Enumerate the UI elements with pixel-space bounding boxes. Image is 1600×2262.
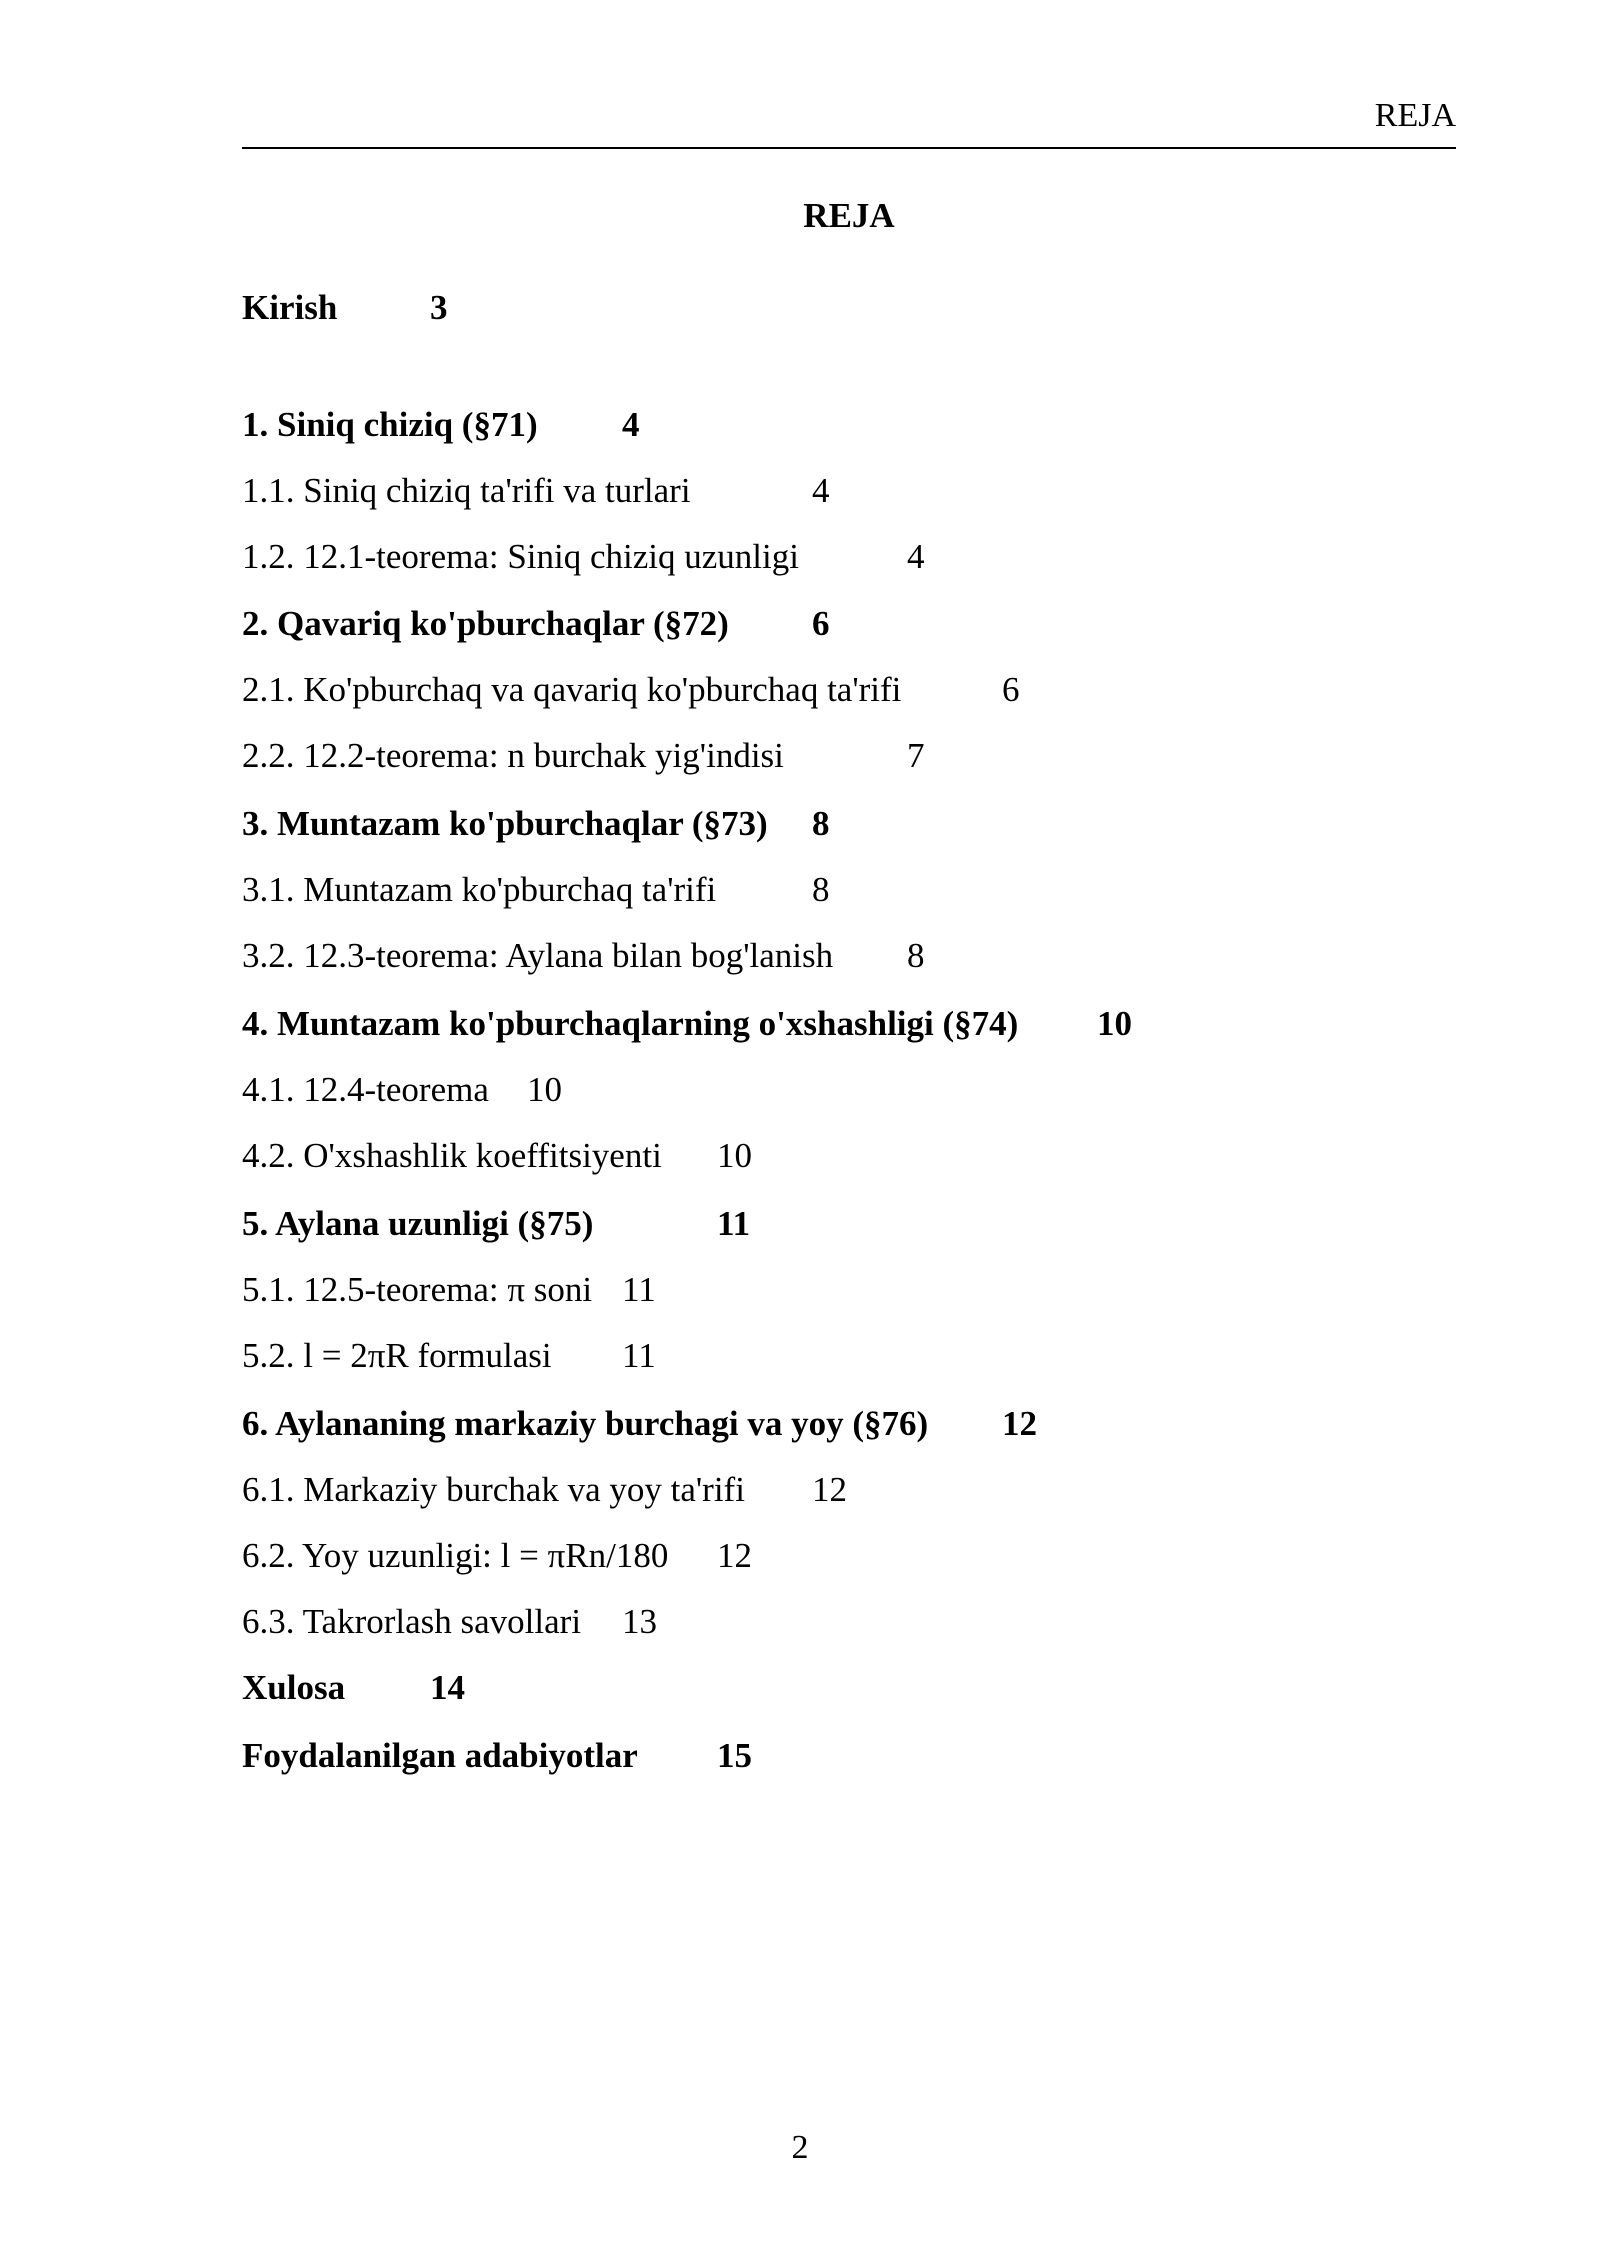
toc-label: Xulosa	[242, 1668, 346, 1707]
toc-label: 5.1. 12.5-teorema: π soni	[242, 1270, 593, 1309]
toc-label: 6.3. Takrorlash savollari	[242, 1602, 582, 1641]
toc-page-number: 10	[717, 1136, 752, 1175]
toc-page-number: 3	[430, 288, 448, 327]
toc-entry	[242, 1402, 1037, 1446]
header-rule	[242, 147, 1456, 149]
toc-label: 2.2. 12.2-teorema: n burchak yig'indisi	[242, 736, 784, 775]
toc-page-number: 6	[1002, 670, 1020, 709]
toc-page-number: 4	[907, 537, 925, 576]
toc-entry	[242, 1734, 752, 1778]
toc-page-number: 11	[622, 1336, 656, 1375]
toc-page-number: 12	[717, 1536, 752, 1575]
toc-page-number: 8	[812, 870, 830, 909]
toc-label: 3.2. 12.3-teorema: Aylana bilan bog'lanish	[242, 936, 834, 975]
page-title: REJA	[803, 196, 895, 235]
running-header: REJA	[1374, 97, 1456, 134]
toc-page-number: 12	[812, 1470, 847, 1509]
toc-page-number: 14	[430, 1668, 465, 1707]
toc-label: 4.1. 12.4-teorema	[242, 1070, 489, 1109]
toc-label: 1. Siniq chiziq (§71)	[242, 405, 538, 444]
toc-label: 1.2. 12.1-teorema: Siniq chiziq uzunligi	[242, 537, 799, 576]
toc-page-number: 8	[907, 936, 925, 975]
toc-label: 3.1. Muntazam ko'pburchaq ta'rifi	[242, 870, 717, 909]
toc-entry	[242, 802, 830, 846]
toc-entry	[242, 286, 448, 330]
toc-entry	[242, 1468, 847, 1512]
toc-label: 3. Muntazam ko'pburchaqlar (§73)	[242, 804, 768, 843]
toc-page-number: 11	[717, 1204, 751, 1243]
toc-entry	[242, 469, 830, 513]
toc-page-number: 15	[717, 1736, 752, 1775]
toc-label: 5. Aylana uzunligi (§75)	[242, 1204, 594, 1243]
toc-page-number: 7	[907, 736, 925, 775]
toc-label: 6.1. Markaziy burchak va yoy ta'rifi	[242, 1470, 745, 1509]
toc-page-number: 10	[527, 1070, 562, 1109]
toc-page-number: 11	[622, 1270, 656, 1309]
toc-entry	[242, 1068, 562, 1112]
toc-label: 6.2. Yoy uzunligi: l = πRn/180	[242, 1536, 669, 1575]
toc-label: Kirish	[242, 288, 338, 327]
toc-entry	[242, 1334, 656, 1378]
toc-entry	[242, 602, 830, 646]
toc-entry	[242, 1268, 656, 1312]
toc-entry	[242, 1534, 752, 1578]
page-number: 2	[791, 2129, 809, 2166]
toc-label: 4. Muntazam ko'pburchaqlarning o'xshashligi (§74)	[242, 1004, 1019, 1043]
toc-page-number: 8	[812, 804, 830, 843]
toc-entry	[242, 668, 1020, 712]
toc-label: 2.1. Ko'pburchaq va qavariq ko'pburchaq ta'rifi	[242, 670, 902, 709]
toc-entry	[242, 1600, 657, 1644]
toc-entry	[242, 1202, 750, 1246]
toc-entry	[242, 934, 925, 978]
toc-label: Foydalanilgan adabiyotlar	[242, 1736, 638, 1775]
toc-entry	[242, 535, 925, 579]
toc-label: 1.1. Siniq chiziq ta'rifi va turlari	[242, 471, 691, 510]
toc-label: 2. Qavariq ko'pburchaqlar (§72)	[242, 604, 729, 643]
toc-label: 5.2. l = 2πR formulasi	[242, 1336, 552, 1375]
toc-page-number: 12	[1002, 1404, 1037, 1443]
toc-label: 6. Aylananing markaziy burchagi va yoy (§76)	[242, 1404, 929, 1443]
toc-page-number: 13	[622, 1602, 657, 1641]
toc-page-number: 4	[812, 471, 830, 510]
toc-entry	[242, 734, 925, 778]
toc-page-number: 10	[1097, 1004, 1132, 1043]
toc-entry	[242, 1666, 465, 1710]
toc-entry	[242, 1134, 752, 1178]
toc-entry	[242, 868, 830, 912]
toc-entry	[242, 403, 640, 447]
toc-label: 4.2. O'xshashlik koeffitsiyenti	[242, 1136, 662, 1175]
toc-entry	[242, 1002, 1132, 1046]
toc-page-number: 4	[622, 405, 640, 444]
toc-page-number: 6	[812, 604, 830, 643]
